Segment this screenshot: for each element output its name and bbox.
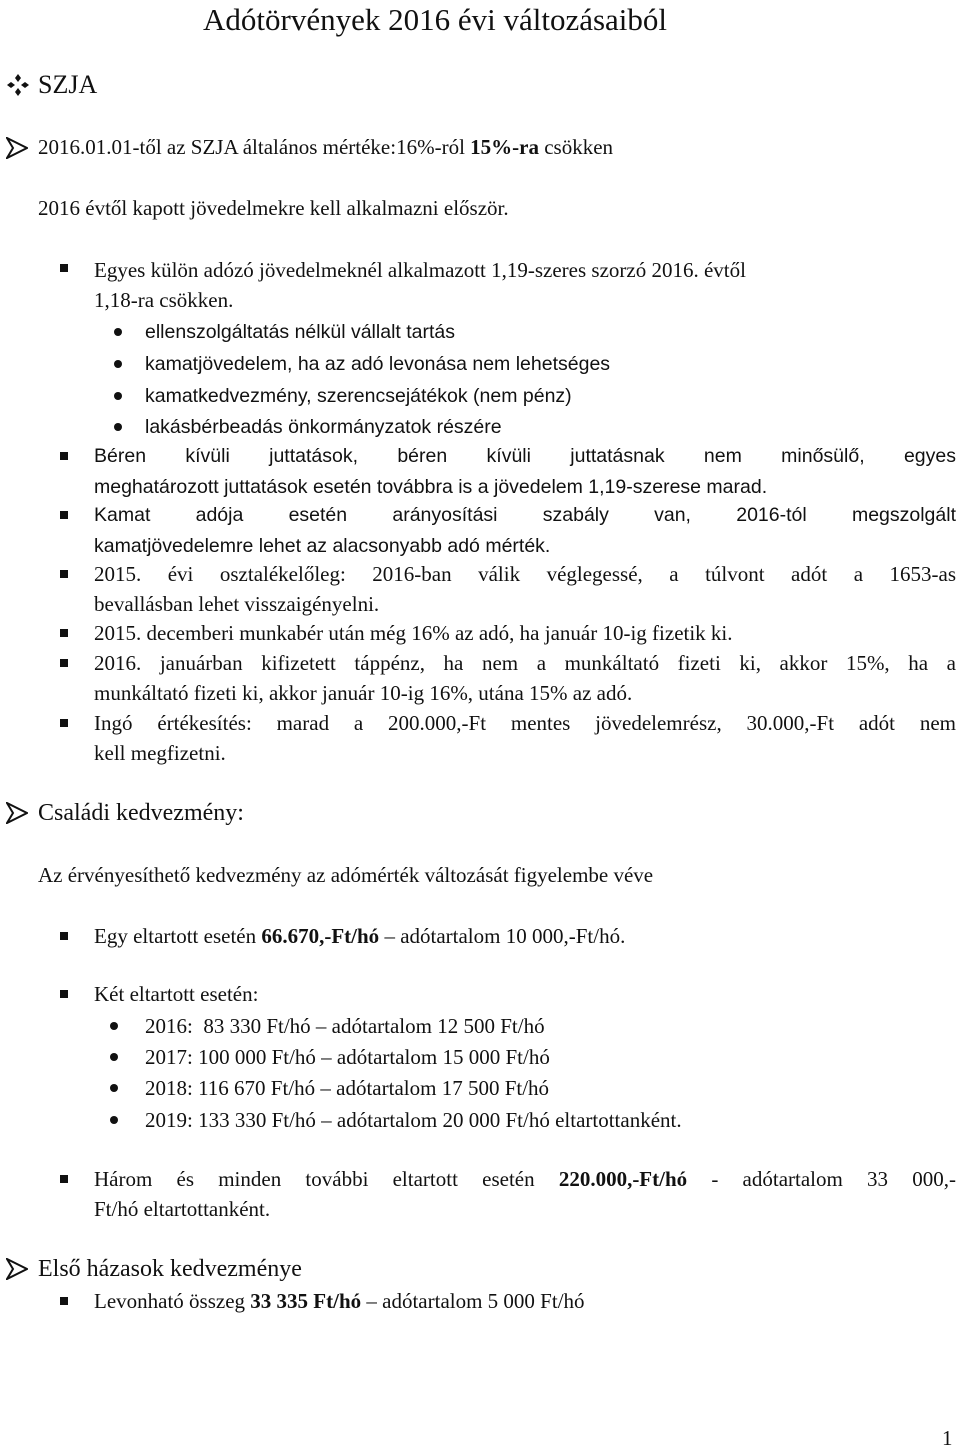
text-span: csökken: [538, 135, 614, 159]
square-bullet-icon: [60, 570, 68, 578]
egyes-line-2: 1,18-ra csökken.: [94, 288, 234, 312]
square-bullet-icon: [60, 1175, 68, 1183]
section-heading-csaladi: Családi kedvezmény:: [38, 800, 244, 826]
square-bullet-icon: [60, 990, 68, 998]
text-span: - adótartalom 33 000,-: [687, 1167, 956, 1191]
square-bullet-icon: [60, 264, 68, 272]
list-item: lakásbérbeadás önkormányzatok részére: [145, 416, 502, 438]
beren-line-2: meghatározott juttatások esetén továbbra is a jövedelem 1,19-szerese marad.: [94, 476, 768, 498]
square-bullet-icon: [60, 511, 68, 519]
list-item: 2018: 116 670 Ft/hó – adótartalom 17 500 Ft/hó: [145, 1076, 550, 1100]
januar-line-2: munkáltató fizeti ki, akkor január 10-ig 16%, utána 15% az adó.: [94, 681, 633, 705]
december-line: 2015. decemberi munkabér után még 16% az adó, ha január 10-ig fizetik ki.: [94, 621, 733, 645]
square-bullet-icon: [60, 932, 68, 940]
egyes-line-1: Egyes külön adózó jövedelmeknél alkalmazott 1,19-szeres szorzó 2016. évtől: [94, 258, 746, 282]
page-title: Adótörvények 2016 évi változásaiból: [203, 2, 668, 37]
round-bullet-icon: [110, 1084, 118, 1092]
square-bullet-icon: [60, 629, 68, 637]
ingo-line-1: Ingó értékesítés: marad a 200.000,-Ft mentes jövedelemrész, 30.000,-Ft adót nem: [94, 711, 956, 735]
osztalek-line-1: 2015. évi osztalékelőleg: 2016-ban válik véglegessé, a túlvont adót a 1653-as: [94, 562, 956, 586]
csaladi-intro: Az érvényesíthető kedvezmény az adómérték változását figyelembe véve: [38, 863, 654, 887]
text-span: Levonható összeg: [94, 1289, 251, 1313]
round-bullet-icon: [110, 1053, 118, 1061]
text-span: – adótartalom 10 000,-Ft/hó.: [379, 924, 626, 948]
list-item: 2016: 83 330 Ft/hó – adótartalom 12 500 Ft/hó: [145, 1014, 545, 1038]
text-span: Egy eltartott esetén: [94, 924, 262, 948]
list-item: 2017: 100 000 Ft/hó – adótartalom 15 000 Ft/hó: [145, 1045, 550, 1069]
square-bullet-icon: [60, 659, 68, 667]
kamat-line-2: kamatjövedelemre lehet az alacsonyabb adó mérték.: [94, 535, 551, 557]
page-number: 1: [942, 1426, 953, 1450]
round-bullet-icon: [114, 392, 122, 400]
ket-eltartott-line: Két eltartott esetén:: [94, 982, 259, 1006]
round-bullet-icon: [114, 360, 122, 368]
section-heading-szja: SZJA: [38, 70, 98, 99]
arrowhead-bullet-icon: [6, 802, 28, 824]
list-item: 2019: 133 330 Ft/hó – adótartalom 20 000 Ft/hó eltartottanként.: [145, 1108, 682, 1132]
kamat-line-1: Kamat adója esetén arányosítási szabály van, 2016-tól megszolgált: [94, 504, 956, 526]
text-span: – adótartalom 5 000 Ft/hó: [361, 1289, 585, 1313]
elso-hazasok-line: [94, 1286, 585, 1316]
arrowhead-bullet-icon: [6, 1258, 28, 1280]
bold-amount: 66.670,-Ft/hó: [261, 924, 380, 948]
square-bullet-icon: [60, 1297, 68, 1305]
bold-amount: 220.000,-Ft/hó: [558, 1167, 688, 1191]
round-bullet-icon: [110, 1116, 118, 1124]
list-item: kamatjövedelem, ha az adó levonása nem lehetséges: [145, 353, 611, 375]
list-item: ellenszolgáltatás nélkül vállalt tartás: [145, 321, 456, 343]
section-heading-elso-hazasok: Első házasok kedvezménye: [38, 1256, 302, 1282]
egy-eltartott-line: [94, 921, 625, 951]
bold-rate: 15%-ra: [470, 135, 539, 159]
ingo-line-2: kell megfizetni.: [94, 741, 226, 765]
arrowhead-bullet-icon: [6, 137, 28, 159]
round-bullet-icon: [114, 423, 122, 431]
harom-line-1: [94, 1164, 956, 1194]
text-span: 2016.01.01-től az SZJA általános mértéke:16%-ról: [38, 135, 471, 159]
januar-line-1: 2016. januárban kifizetett táppénz, ha nem a munkáltató fizeti ki, akkor 15%, ha a: [94, 651, 956, 675]
square-bullet-icon: [60, 719, 68, 727]
round-bullet-icon: [110, 1022, 118, 1030]
round-bullet-icon: [114, 328, 122, 336]
harom-line-2: Ft/hó eltartottanként.: [94, 1197, 271, 1221]
four-diamond-bullet-icon: [6, 73, 30, 97]
osztalek-line-2: bevallásban lehet visszaigényelni.: [94, 592, 380, 616]
text-span: Három és minden további eltartott esetén: [94, 1167, 559, 1191]
bold-amount: 33 335 Ft/hó: [250, 1289, 362, 1313]
beren-line-1: Béren kívüli juttatások, béren kívüli juttatásnak nem minősülő, egyes: [94, 445, 956, 467]
szja-rate-line: [38, 132, 613, 162]
square-bullet-icon: [60, 452, 68, 460]
list-item: kamatkedvezmény, szerencsejátékok (nem pénz): [145, 385, 572, 407]
szja-apply-line: 2016 évtől kapott jövedelmekre kell alkalmazni először.: [38, 196, 509, 220]
